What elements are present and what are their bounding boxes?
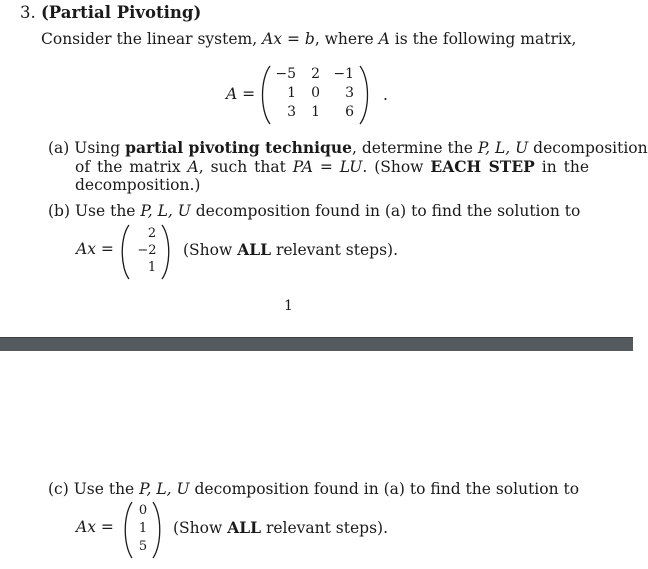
intro-text-2: , where (314, 30, 374, 48)
part-c-vector-cell: 1 (138, 521, 148, 536)
part-c-text: Use the (73, 480, 135, 498)
part-b-text: (Show (183, 241, 233, 259)
part-a-text: in the (541, 158, 589, 176)
matrix-block (0, 62, 633, 128)
matrix-lhs: A = (226, 85, 256, 103)
part-b-plu: P, L, U (140, 202, 191, 220)
intro-symbol-a: A (378, 30, 390, 48)
part-a-text: decomposition (533, 139, 648, 157)
problem-heading (20, 3, 201, 22)
part-b-text: decomposition found in (a) to find the solution to (195, 202, 581, 220)
part-b-text: Use the (74, 202, 136, 220)
part-b-vector-cell: 1 (147, 260, 157, 275)
matrix-right-paren (358, 65, 372, 125)
part-a-line-1 (48, 138, 648, 158)
matrix-cell: −5 (275, 66, 296, 82)
part-b-left-paren (118, 224, 131, 280)
problem-number: 3. (20, 3, 36, 22)
part-b-label: (b) (48, 202, 71, 220)
part-a-bold-step: EACH STEP (430, 157, 535, 176)
part-c-text: decomposition found in (a) to find the solution to (194, 480, 580, 498)
part-c-lhs: Ax = (76, 518, 114, 536)
part-a-bold-phrase: partial pivoting technique (125, 138, 353, 157)
matrix-cell: 1 (311, 104, 320, 120)
problem-title: (Partial Pivoting) (41, 3, 202, 22)
part-c-instruction (173, 518, 388, 538)
matrix-cell: 2 (311, 66, 320, 82)
matrix-cell: 3 (287, 104, 296, 120)
part-b-instruction (183, 240, 398, 260)
matrix-cell: 0 (311, 85, 320, 101)
matrix-cell: 6 (345, 104, 354, 120)
part-c-text: relevant steps). (265, 519, 389, 537)
part-a-text: , determine the (352, 139, 473, 157)
part-c-equation (0, 499, 633, 563)
part-a-text: of the matrix (75, 158, 181, 176)
matrix-cell: 3 (345, 85, 354, 101)
part-c-bold-all: ALL (227, 518, 262, 537)
matrix-left-paren (258, 65, 272, 125)
matrix-cell: 1 (287, 85, 296, 101)
part-a-text: . (362, 158, 368, 176)
part-b-vector-cell: −2 (137, 243, 157, 258)
part-b-bold-all: ALL (237, 240, 272, 259)
part-b-lhs: Ax = (76, 240, 114, 258)
part-c-text: (Show (173, 519, 223, 537)
matrix-period: . (383, 86, 388, 104)
part-c-label: (c) (48, 480, 69, 498)
part-a-text: , such that (198, 158, 286, 176)
intro-text-3: is the following matrix, (394, 30, 577, 48)
part-a-line-3: decomposition.) (75, 176, 201, 194)
part-b-vector-cell: 2 (147, 226, 157, 241)
part-a-text: Using (74, 139, 121, 157)
page-2 (0, 351, 633, 569)
part-a-symbol: A (187, 158, 199, 176)
intro-text-1: Consider the linear system, (41, 30, 258, 48)
part-a-equation: PA = LU (292, 158, 363, 176)
intro-equation: Ax = b (262, 30, 315, 48)
part-c-vector-cell: 0 (138, 503, 148, 518)
problem-intro (41, 30, 576, 49)
part-b-line-1 (48, 202, 580, 221)
part-c-vector-cell: 5 (138, 539, 148, 554)
part-a-plu: P, L, U (477, 139, 529, 157)
part-b-equation (0, 222, 633, 284)
part-a-label: (a) (48, 139, 70, 157)
part-c-line-1 (48, 480, 579, 499)
page-divider (0, 337, 633, 351)
matrix-cell: −1 (333, 66, 354, 82)
page-number: 1 (284, 298, 293, 314)
part-a-line-2 (75, 157, 589, 177)
part-c-plu: P, L, U (139, 480, 190, 498)
part-b-text: relevant steps). (275, 241, 399, 259)
part-a-text: (Show (374, 158, 424, 176)
